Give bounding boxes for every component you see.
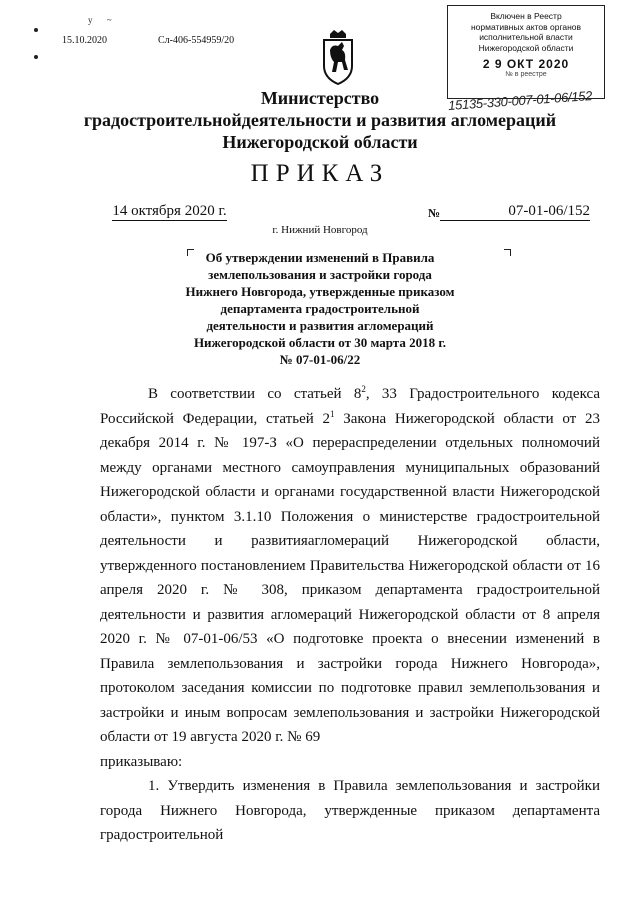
subject-line: деятельности и развития агломераций: [206, 318, 434, 333]
subject-line: Нижнего Новгорода, утвержденные приказом: [185, 284, 455, 299]
ministry-title-line1: Министерство: [260, 88, 380, 108]
document-type-heading: ПРИКАЗ: [250, 160, 390, 187]
subject-line: Об утверждении изменений в Правила: [205, 250, 435, 265]
stamp-reg-number: 15135-330-007-01-06/152: [447, 87, 593, 114]
directive-word: приказываю:: [100, 753, 183, 770]
stamp-line: Включен в Реестр: [490, 11, 562, 21]
preamble-paragraph: В соответствии со статьей $8^2$, 33 Градостроительного кодекса Российской Федерации, статьей $2^1$ Закона Нижегородской области от 23 декабря 2014 г. № 197-З «О перераспределении отдельных полномочий между органами местного самоуправления муниципальных образований Нижегородской области и органами государственной власти Нижегородской области», пунктом 3.1.10 Положения о министерстве градостроительной деятельности и развитияагломераций Нижегородской области, утвержденного постановлением Правительства Нижегородской области от 16 апреля 2020 г. № 308, приказом департамента градостроительной деятельности и развития агломераций Нижегородской области от 8 апреля 2020 г. № 07-01-06/53 «О подготовке проекта о внесении изменений в Правила землепользования и застройки города Нижнего Новгорода», протоколом заседания комиссии по подготовке правил землепользования и застройки и иным вопросам землепользования и застройки Нижегородской области от 19 августа 2020 г. № 69: [100, 384, 600, 745]
stamp-line: исполнительной власти: [479, 32, 573, 42]
scan-mark: у ~: [88, 15, 118, 25]
ministry-title-line2: градостроительнойдеятельности и развития агломераций: [83, 110, 557, 130]
subject-line: Нижегородской области от 30 марта 2018 г.: [193, 335, 447, 350]
registration-code: Сл-406-554959/20: [158, 35, 235, 46]
subject-line: № 07-01-06/22: [279, 352, 361, 367]
order-subject: [170, 249, 470, 368]
order-date: 14 октября 2020 г.: [112, 203, 227, 219]
stamp-reg-label: № в реестре: [505, 70, 547, 78]
scan-dot: [34, 55, 38, 59]
order-city: г. Нижний Новгород: [272, 224, 368, 236]
order-number-sign: №: [428, 206, 441, 220]
order-number: 07-01-06/152: [440, 203, 590, 221]
order-body: [100, 382, 600, 848]
ministry-title-line3: Нижегородской области: [222, 132, 418, 152]
coat-of-arms-emblem: [318, 28, 358, 86]
scan-dot: [34, 28, 38, 32]
registration-date: 15.10.2020: [62, 35, 107, 46]
stamp-line: нормативных актов органов: [470, 21, 582, 32]
order-item-1: 1. Утвердить изменения в Правила землепользования и застройки города Нижнего Новгорода, утвержденные приказом департамента градостроительной: [100, 778, 600, 843]
subject-corner-right: [504, 249, 511, 256]
subject-line: департамента градостроительной: [220, 301, 420, 316]
stamp-line: Нижегородской области: [478, 42, 574, 53]
registry-stamp: [447, 5, 605, 99]
subject-line: землепользования и застройки города: [208, 267, 432, 282]
stamp-date: 2 9 ОКТ 2020: [482, 57, 570, 71]
